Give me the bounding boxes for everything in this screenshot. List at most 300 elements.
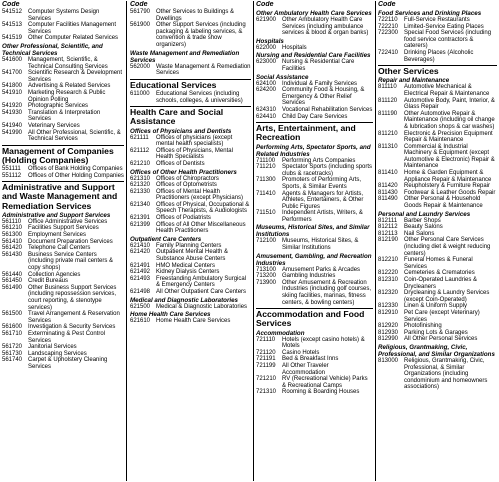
code-row (130, 182, 251, 189)
industry-description: Gambling Industries (282, 273, 336, 280)
industry-description: Other Personal Care Services (including diet & weight reducing centers) (404, 237, 491, 257)
naics-code: 561600 (2, 324, 23, 331)
subsector-heading: Nursing and Residential Care Facilities (256, 52, 371, 60)
industry-description: Offices of Physicians, Mental Health Specialists (156, 147, 233, 161)
industry-description: Computer Facilities Management Services (28, 22, 117, 35)
naics-code: 561300 (2, 232, 23, 239)
subsector-heading: Hospitals (256, 37, 284, 45)
industry-description: Scientific Research & Development Services (28, 70, 123, 83)
industry-description: Linen & Uniform Supply (404, 303, 468, 310)
code-row (378, 330, 497, 337)
industry-description: Limited-Service Eating Places (404, 23, 484, 30)
code-row (2, 245, 124, 252)
industry-description: Offices of Chiropractors (156, 175, 219, 182)
industry-description: Offices of Other Holding Companies (28, 172, 124, 179)
naics-code: 811310 (378, 143, 398, 150)
code-row (2, 357, 124, 370)
industry-description: Nail Salons (404, 230, 435, 237)
naics-code: 711410 (256, 190, 276, 197)
naics-code: 812330 (378, 303, 399, 310)
naics-code: 541519 (2, 35, 23, 42)
code-row (256, 210, 373, 223)
code-row (2, 239, 124, 246)
industry-description: Carpet & Upholstery Cleaning Services (28, 357, 108, 370)
code-column-header: Code (378, 1, 396, 8)
code-row (2, 351, 124, 358)
code-row (378, 144, 497, 170)
code-row (2, 225, 124, 232)
industry-description: Outpatient Mental Health & Substance Abuse Centers (156, 249, 229, 263)
industry-description: Medical & Diagnostic Laboratories (156, 303, 248, 310)
code-row (378, 24, 497, 31)
naics-code: 812113 (378, 230, 398, 237)
naics-code: 621112 (130, 147, 150, 154)
industry-description: Office Administrative Services (28, 218, 108, 225)
naics-code: 561490 (2, 284, 23, 291)
code-row (130, 276, 251, 289)
naics-code: 721120 (256, 349, 276, 356)
subsector-heading: Social Assistance (256, 73, 309, 81)
code-row (2, 278, 124, 285)
subsector-heading: Outpatient Care Centers (130, 235, 202, 243)
code-row (130, 304, 251, 311)
industry-description: Telephone Call Centers (28, 245, 91, 252)
industry-description: Other Amusement & Recreation Industries (including golf courses, skiing facilities, marinas, fitness centers, & bowling centers) (282, 279, 372, 306)
naics-code: 812310 (378, 276, 399, 283)
naics-code: 812220 (378, 270, 399, 277)
industry-description: Other Automotive Repair & Maintenance (including oil change & lubrication shops & car washes) (404, 110, 495, 130)
subsector-heading: Religious, Grantmaking, Civic, Professional, and Similar Organizations (378, 343, 495, 358)
naics-code: 711300 (256, 177, 276, 184)
industry-description: Offices of All Other Miscellaneous Health Practitioners (156, 221, 246, 235)
naics-code-page (2, 1, 497, 481)
naics-code: 561110 (2, 218, 22, 225)
subsector-heading: Medical and Diagnostic Laboratories (130, 296, 238, 304)
column-4 (378, 1, 497, 481)
code-row (256, 191, 373, 211)
naics-code: 541600 (2, 56, 23, 63)
naics-code: 621310 (130, 175, 151, 182)
code-row (130, 135, 251, 148)
naics-code: 812190 (378, 237, 399, 244)
code-row (378, 183, 497, 190)
industry-description: Other Services to Buildings & Dwellings (156, 9, 235, 22)
industry-description: Other Business Support Services (including repossession services, court reporting, & stenotype services) (28, 284, 117, 311)
code-row (378, 50, 497, 63)
code-row (378, 270, 497, 277)
naics-code: 812112 (378, 224, 398, 231)
naics-code: 812111 (378, 217, 398, 224)
industry-description: Casino Hotels (282, 349, 320, 356)
naics-code: 811190 (378, 110, 398, 117)
naics-code: 541920 (2, 103, 23, 110)
code-row (378, 98, 497, 111)
industry-description: Advertising & Related Services (28, 83, 111, 90)
code-row (130, 243, 251, 250)
code-row (130, 64, 251, 77)
naics-code: 712100 (256, 238, 277, 245)
industry-description: Nursing & Residential Care Facilities (282, 59, 355, 72)
industry-description: All Other Personal Services (404, 336, 478, 343)
code-row (378, 170, 497, 183)
code-row (256, 114, 373, 121)
code-column-header: Code (130, 1, 148, 8)
column-3 (256, 1, 373, 481)
naics-code: 561790 (130, 9, 151, 15)
industry-description: Marketing Research & Public Opinion Polling (28, 89, 106, 103)
industry-description: Other Support Services (including packaging & labeling services, & convention & trade show organizers) (156, 22, 246, 48)
naics-code: 812990 (378, 336, 399, 343)
industry-description: Museums, Historical Sites, & Similar Institutions (282, 238, 359, 252)
naics-code: 621111 (130, 134, 149, 141)
code-row (256, 87, 373, 107)
code-row (2, 252, 124, 272)
naics-code: 561740 (2, 357, 23, 364)
code-row (378, 237, 497, 257)
industry-description: All Other Professional, Scientific, & Technical Services (28, 129, 121, 143)
naics-code: 541930 (2, 109, 23, 116)
industry-description: Pet Care (except Veterinary) Services (404, 309, 480, 323)
industry-description: Agents & Managers for Artists, Athletes, Entertainers, & Other Public Figures (282, 190, 364, 210)
code-row (378, 310, 497, 323)
naics-code: 713900 (256, 279, 277, 286)
industry-description: Janitorial Services (28, 344, 77, 351)
naics-code: 621900 (256, 17, 277, 23)
naics-code: 713200 (256, 273, 277, 280)
naics-code: 541512 (2, 9, 23, 15)
industry-description: Spectator Sports (including sports clubs & racetracks) (282, 164, 373, 177)
naics-code: 721110 (256, 336, 276, 343)
naics-code: 621420 (130, 249, 151, 256)
code-row (2, 90, 124, 103)
industry-description: Individual & Family Services (282, 80, 358, 87)
code-row (256, 59, 373, 72)
naics-code: 623000 (256, 59, 277, 66)
naics-code: 621500 (130, 303, 151, 310)
industry-description: Home Health Care Services (156, 318, 231, 325)
naics-code: 561420 (2, 245, 23, 252)
column-divider (126, 1, 127, 481)
industry-description: Commercial & Industrial Machinery & Equipment (except Automotive & Electronic) Repair & Maintenance (404, 143, 495, 170)
code-row (378, 224, 497, 231)
industry-description: Offices of Mental Health Practitioners (except Physicians) (156, 188, 244, 202)
code-row (130, 215, 251, 222)
subsector-heading: Other Professional, Scientific, and Technical Services (2, 42, 103, 57)
industry-description: Offices of Dentists (156, 160, 205, 167)
naics-code: 811410 (378, 170, 398, 177)
naics-code: 561450 (2, 278, 23, 285)
industry-description: Investigation & Security Services (28, 324, 116, 331)
naics-code: 541940 (2, 122, 23, 129)
code-row (378, 190, 497, 197)
code-row (2, 311, 124, 324)
industry-description: Other Personal & Household Goods Repair & Maintenance (404, 196, 483, 210)
naics-code: 561720 (2, 344, 23, 351)
code-row (2, 22, 124, 35)
code-row (130, 318, 251, 325)
code-row (130, 148, 251, 161)
industry-description: Other Ambulatory Health Care Services (including ambulance services & blood & organ banks) (282, 17, 369, 37)
subsector-heading: Offices of Other Health Practitioners (130, 168, 237, 176)
sector-heading: Health Care and Social Assistance (130, 107, 224, 127)
naics-code: 811490 (378, 196, 398, 203)
naics-code: 561500 (2, 311, 23, 318)
industry-description: Translation & Interpretation Services (28, 109, 101, 123)
code-row (2, 272, 124, 279)
code-row (256, 107, 373, 114)
code-row (130, 176, 251, 183)
industry-description: Reupholstery & Furniture Repair (404, 183, 491, 190)
code-row (378, 196, 497, 209)
naics-code: 812320 (378, 290, 399, 297)
naics-code: 812920 (378, 323, 399, 330)
naics-code: 811210 (378, 130, 398, 137)
naics-code: 711510 (256, 210, 276, 217)
naics-code: 721210 (256, 376, 277, 383)
subsector-heading: Administrative and Support Services (2, 211, 111, 219)
industry-description: All Other Outpatient Care Centers (156, 289, 247, 296)
code-row (2, 324, 124, 331)
naics-code: 622000 (256, 44, 277, 51)
naics-code: 713100 (256, 266, 277, 273)
sector-heading: Accommodation and Food Services (256, 309, 365, 329)
code-row (130, 9, 251, 22)
industry-description: Photofinishing (404, 323, 442, 330)
subsector-heading: Museums, Historical Sites, and Similar Institutions (256, 224, 370, 239)
industry-description: Offices of Bank Holding Companies (28, 166, 123, 173)
code-row (2, 9, 124, 22)
industry-description: Automotive Mechanical & Electrical Repair & Maintenance (404, 84, 490, 97)
naics-code: 621399 (130, 221, 151, 228)
naics-code: 561430 (2, 251, 23, 258)
code-row (256, 158, 373, 165)
naics-code: 621493 (130, 275, 151, 282)
industry-description: Bed & Breakfast Inns (282, 356, 339, 363)
column-1 (2, 1, 124, 481)
code-row (378, 303, 497, 310)
code-row (378, 84, 497, 97)
code-row (378, 277, 497, 290)
industry-description: Veterinary Services (28, 122, 80, 129)
code-row (378, 111, 497, 131)
code-row (2, 57, 124, 70)
code-row (378, 336, 497, 343)
subsector-heading: Amusement, Gambling, and Recreation Industries (256, 252, 372, 267)
code-row (2, 344, 124, 351)
subsector-heading: Other Ambulatory Health Care Services (256, 10, 372, 17)
code-row (256, 376, 373, 389)
subsector-heading: Performing Arts, Spectator Sports, and Related Industries (256, 143, 371, 158)
naics-code: 811420 (378, 183, 398, 190)
industry-description: Funeral Homes & Funeral Services (404, 257, 473, 270)
subsector-heading: Personal and Laundry Services (378, 210, 471, 218)
code-row (130, 269, 251, 276)
naics-code: 721191 (256, 356, 276, 363)
industry-description: RV (Recreational Vehicle) Parks & Recreational Camps (282, 376, 368, 389)
naics-code: 551112 (2, 172, 22, 179)
naics-code: 621491 (130, 262, 151, 269)
code-row (130, 161, 251, 168)
naics-code: 711100 (256, 157, 276, 164)
naics-code: 722300 (378, 30, 399, 37)
code-row (378, 131, 497, 144)
industry-description: Travel Arrangement & Reservation Services (28, 311, 120, 324)
naics-code: 722210 (378, 23, 399, 30)
industry-description: Exterminating & Pest Control Services (28, 330, 106, 344)
naics-code: 561440 (2, 271, 23, 278)
industry-description: Landscaping Services (28, 350, 87, 357)
code-row (130, 222, 251, 235)
code-row (256, 177, 373, 190)
industry-description: Coin-Operated Laundries & Drycleaners (404, 276, 478, 290)
industry-description: Computer Systems Design Services (28, 9, 100, 22)
naics-code: 621320 (130, 182, 151, 189)
code-row (256, 389, 373, 396)
naics-code: 561900 (130, 22, 151, 29)
sector-heading: Management of Companies (Holding Companies) (2, 145, 114, 165)
code-row (2, 166, 124, 173)
industry-description: Community Food & Housing, & Emergency & Other Relief Services (282, 87, 365, 107)
industry-description: Barber Shops (404, 217, 441, 224)
industry-description: Credit Bureaus (28, 278, 69, 285)
naics-code: 621410 (130, 242, 151, 249)
industry-description: Drinking Places (Alcoholic Beverages) (404, 49, 474, 63)
code-row (256, 164, 373, 177)
industry-description: Employment Services (28, 232, 87, 239)
naics-code: 811120 (378, 97, 398, 104)
industry-description: Document Preparation Services (28, 238, 113, 245)
code-row (2, 103, 124, 110)
code-row (2, 130, 124, 143)
subsector-heading: Accommodation (256, 329, 305, 337)
code-row (256, 238, 373, 251)
code-row (130, 22, 251, 48)
industry-description: Business Service Centers (including private mail centers & copy shops) (28, 251, 114, 272)
industry-description: Electronic & Precision Equipment Repair & Maintenance (404, 130, 493, 144)
industry-description: Independent Artists, Writers, & Performers (282, 210, 363, 223)
code-row (256, 363, 373, 376)
industry-description: Beauty Salons (404, 224, 443, 231)
industry-description: Promoters of Performing Arts, Sports, & Similar Events (282, 177, 362, 190)
naics-code: 721310 (256, 389, 277, 396)
code-row (2, 123, 124, 130)
sector-heading: Educational Services (130, 79, 217, 90)
industry-description: Footwear & Leather Goods Repair (404, 189, 496, 196)
column-divider (375, 1, 376, 481)
industry-description: Kidney Dialysis Centers (156, 269, 220, 276)
naics-code: 621391 (130, 215, 151, 222)
industry-description: Hospitals (282, 44, 307, 51)
industry-description: Offices of Podiatrists (156, 215, 211, 222)
naics-code: 561210 (2, 225, 23, 232)
industry-description: Full-Service Restaurants (404, 17, 470, 23)
industry-description: Management, Scientific, & Technical Consulting Services (28, 56, 108, 70)
code-row (2, 70, 124, 83)
naics-code: 722410 (378, 49, 399, 56)
industry-description: Drycleaning & Laundry Services (except Coin-Operated) (404, 290, 490, 303)
naics-code: 561410 (2, 238, 23, 245)
code-row (2, 173, 124, 180)
naics-code: 624100 (256, 80, 277, 87)
code-row (2, 232, 124, 239)
subsector-heading: Home Health Care Services (130, 311, 211, 319)
code-row (378, 290, 497, 303)
naics-code: 621210 (130, 160, 151, 167)
code-row (256, 17, 373, 37)
naics-code: 541700 (2, 70, 23, 77)
industry-description: Facilities Support Services (28, 225, 99, 232)
code-row (2, 285, 124, 311)
naics-code: 711210 (256, 164, 276, 171)
industry-description: HMO Medical Centers (156, 262, 216, 269)
naics-code: 811430 (378, 189, 398, 196)
industry-description: Family Planning Centers (156, 242, 222, 249)
industry-description: Amusement Parks & Arcades (282, 266, 361, 273)
naics-code: 621330 (130, 188, 151, 195)
industry-description: Offices of Optometrists (156, 182, 217, 189)
code-row (378, 358, 497, 391)
column-divider (253, 1, 254, 481)
code-row (256, 280, 373, 306)
code-row (2, 83, 124, 90)
naics-code: 621492 (130, 269, 151, 276)
industry-description: Other Computer Related Services (28, 35, 119, 42)
industry-description: Child Day Care Services (282, 113, 348, 120)
code-row (130, 189, 251, 202)
naics-code: 812210 (378, 257, 399, 264)
naics-code: 621498 (130, 289, 151, 296)
naics-code: 561710 (2, 330, 23, 337)
industry-description: All Other Traveler Accommodation (282, 363, 329, 376)
code-row (256, 356, 373, 363)
code-row (2, 331, 124, 344)
subsector-heading: Waste Management and Remediation Services (130, 49, 240, 64)
code-row (130, 91, 251, 104)
naics-code: 541990 (2, 129, 23, 136)
subsector-heading: Repair and Maintenance (378, 77, 450, 85)
sector-heading: Other Services (378, 66, 439, 77)
code-row (256, 273, 373, 280)
code-row (2, 110, 124, 123)
subsector-heading: Offices of Physicians and Dentists (130, 127, 232, 135)
naics-code: 812930 (378, 329, 399, 336)
code-row (378, 17, 497, 24)
code-row (2, 35, 124, 42)
code-row (378, 323, 497, 330)
naics-code: 722110 (378, 17, 398, 23)
naics-code: 624310 (256, 106, 277, 113)
industry-description: Parking Lots & Garages (404, 329, 468, 336)
naics-code: 541513 (2, 22, 23, 29)
code-row (378, 257, 497, 270)
code-row (130, 289, 251, 296)
code-column-header: Code (256, 1, 274, 8)
sector-heading: Arts, Entertainment, and Recreation (256, 123, 356, 143)
naics-code: 811110 (378, 84, 397, 91)
industry-description: Photographic Services (28, 103, 89, 110)
naics-code: 624410 (256, 113, 277, 120)
industry-description: Special Food Services (including food service contractors & caterers) (404, 30, 492, 50)
column-2 (130, 1, 251, 481)
industry-description: Hotels (except casino hotels) & Motels (282, 336, 365, 350)
code-row (256, 81, 373, 88)
naics-code: 541910 (2, 89, 23, 96)
subsector-heading: Food Services and Drinking Places (378, 10, 482, 17)
naics-code: 561730 (2, 350, 23, 357)
code-row (256, 337, 373, 350)
industry-description: Home & Garden Equipment & Appliance Repair & Maintenance (404, 170, 492, 183)
industry-description: Offices of physicians (except mental health specialists) (156, 134, 233, 148)
